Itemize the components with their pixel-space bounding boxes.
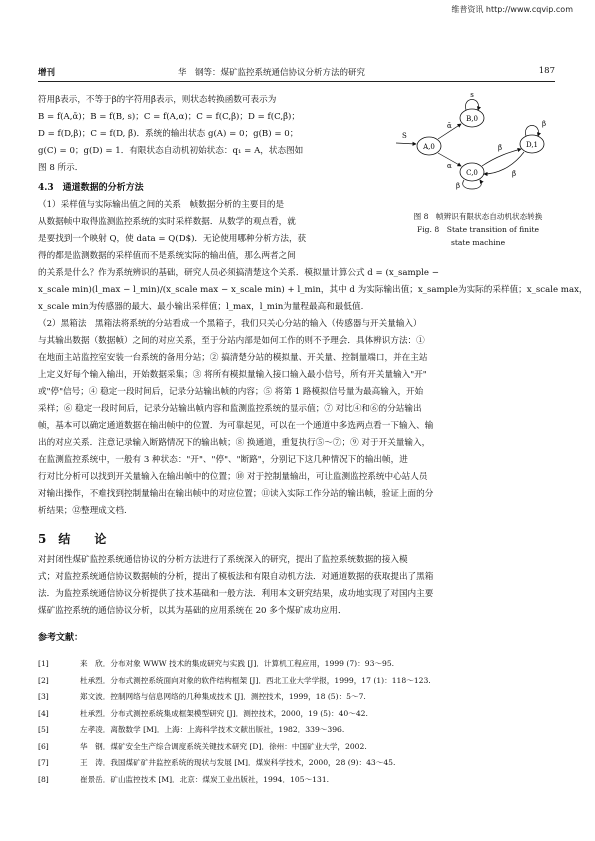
text-line: 是要找到一个映射 Q，使 data = Q(D$)．无论使用哪种分析方法，获	[38, 234, 307, 244]
text-line: g(C) = 0；g(D) = 1．有限状态自动机初始状态：q₁ = A，状态图如	[38, 146, 304, 156]
text-line: 符用β表示，不等于β的字符用β̄表示，则状态转换函数可表示为	[38, 95, 277, 105]
text-line: 帧，基本可以确定通道数据在输出帧中的位置．为可靠起见，可以在一个通道中多选两点看一下输入、输	[38, 421, 434, 431]
state-label-d: D,1	[525, 141, 539, 149]
text-line: 式；对监控系统通信协议数据帧的分析，提出了模板法和有限自动机方法．对通道数据的获取提出了黑箱	[38, 572, 434, 582]
reference-item: [3] 郑文波．控制网络与信息网络的几种集成技术 [J]．测控技术，1999，18 (5)：5～7.	[38, 692, 366, 701]
section-4-3-p1-wide	[38, 265, 588, 316]
label-beta-bar-bottom: β̄	[512, 170, 517, 178]
text-line: 出的对应关系．注意记录输入断路情况下的输出帧；⑧ 换通道，重复执行⑤～⑦；⑨ 对于开关量输入，	[38, 438, 431, 448]
header-rule	[38, 81, 555, 82]
conclusion-paragraph	[38, 552, 555, 620]
text-line: 在监测监控系统中，一般有 3 种状态："开"、"停"、"断路"，分别记下这几种情况下的输出帧，进	[38, 455, 408, 465]
text-line: 采样；⑥ 稳定一段时间后，记录分站输出帧内容和监测监控系统的显示值；⑦ 对比④和⑥的分站输出	[38, 404, 422, 414]
label-beta-right: β	[542, 120, 547, 128]
state-label-a: A,0	[423, 143, 435, 151]
text-line: 的关系是什么？作为系统辨识的基础，研究人员必须搞清楚这个关系．模拟量计算公式 d = (x_sample −	[38, 268, 439, 278]
header-title: 华 钢等：煤矿监控系统通信协议分析方法的研究	[178, 68, 366, 78]
text-line: 法．为监控系统通信协议分析提供了技术基础和一般方法．利用本文研究结果，成功地实现了对国内主要	[38, 589, 434, 599]
caption-en-1: Fig. 8 State transition of finite	[416, 225, 540, 234]
label-alpha: α	[447, 162, 452, 170]
text-line: 或"停"信号；④ 稳定一段时间后，记录分站输出帧的内容；⑤ 将第 1 路模拟信号量为最高输入，开始	[38, 387, 424, 397]
text-line: x_scale min)(l_max − l_min)/(x_scale max − x_scale min) + l_min，其中 d 为实际输出值；x_sample为实际的采样值；x_scale max，	[38, 285, 588, 295]
reference-item: [1] 来 欣．分布对象 WWW 技术的集成研究与实践 [J]．计算机工程应用，1999 (7)：93～95.	[38, 659, 395, 668]
header-left: 增刊	[38, 68, 56, 78]
state-label-c: C,0	[466, 169, 478, 177]
caption-cn: 图 8 帧辨识有限状态自动机状态转换	[413, 212, 543, 221]
text-line: x_scale min为传感器的最大、最小输出采样值；l_max，l_min为量程最高和最低值.	[38, 302, 364, 312]
text-line: 析结果；⑫整理成文档.	[38, 506, 127, 516]
references-title: 参考文献：	[38, 633, 84, 643]
label-beta: β	[456, 182, 461, 190]
intro-paragraph	[38, 92, 394, 177]
text-line: 上定义好每个输入输出，开始数据采集；③ 将所有模拟量输入接口输入最小信号，所有开关量输入"开"	[38, 370, 427, 380]
text-line: （1）采样值与实际输出值之间的关系 帧数据分析的主要目的是	[38, 200, 285, 210]
reference-item: [2] 杜承烈．分布式测控系统面向对象的软件结构框架 [J]．西北工业大学学报，1999，17 (1)：118～123.	[38, 675, 431, 685]
text-line: 对封闭性煤矿监控系统通信协议的分析方法进行了系统深入的研究，提出了监控系统数据的接入模	[38, 555, 408, 565]
text-line: D = f(D,β)；C = f(D, β̄)．系统的输出状态 g(A) = 0；g(B) = 0；	[38, 129, 299, 139]
text-line: 在地面主站监控室安装一台系统的备用分站；② 搞清楚分站的模拟量、开关量、控制量端口，并在主站	[38, 353, 428, 363]
text-line: 图 8 所示．	[38, 163, 84, 173]
section-4-3-p2	[38, 316, 555, 520]
reference-item: [5] 左孝凌．离散数学 [M]．上海：上海科学技术文献出版社，1982．339～396.	[38, 725, 345, 734]
text-line: 煤矿监控系统的通信协议分析，以其为基础的应用系统在 20 多个煤矿成功应用．	[38, 606, 347, 616]
figure-caption	[398, 210, 558, 249]
running-header	[38, 66, 555, 80]
reference-item: [7] 王 涛．我国煤矿矿井监控系统的现状与发展 [M]．煤炭科学技术，2000，28 (9)：43～45.	[38, 758, 396, 767]
text-line: （2）黑箱法 黑箱法将系统的分站看成一个黑箱子，我们只关心分站的输入（传感器与开关量输入）	[38, 319, 422, 329]
label-alpha-bar: ᾱ	[447, 122, 452, 130]
reference-item: [4] 杜承烈．分布式测控系统集成框架模型研究 [J]．测控技术，2000，19 (5)：40～42.	[38, 708, 368, 718]
label-s-start: S	[402, 132, 407, 140]
section-heading-5: 5 结 论	[38, 532, 107, 546]
text-line: 得的都是监测数据的采样值而不是系统实际的输出值，那么两者之间	[38, 251, 296, 261]
text-line: 对输出操作，不难找到控制量输出在输出帧中的对应位置；⑪读入实际工作分站的输出帧，验证上面的分	[38, 489, 434, 499]
references-list	[38, 656, 558, 788]
reference-item: [6] 华 钢．煤矿安全生产综合调度系统关键技术研究 [D]．徐州：中国矿业大学，2002.	[38, 741, 367, 751]
section-4-3-p1-narrow	[38, 197, 394, 265]
state-label-b: B,0	[466, 115, 478, 123]
text-line: 与其输出数据（数据帧）之间的对应关系，至于分站内部是如何工作的则不予理会．具体辨识方法：①	[38, 336, 425, 346]
text-line: 行对比分析可以找到开关量输入在输出帧中的位置；⑩ 对于控制量输出，可让监测监控系统中心站人员	[38, 472, 428, 482]
watermark: 维普资讯 http://www.cqvip.com	[451, 5, 573, 14]
state-machine-diagram	[392, 88, 557, 190]
label-beta-bar-top: β̄	[498, 144, 503, 152]
page-number: 187	[538, 66, 555, 76]
text-line: 从数据帧中取得监测监控系统的实时采样数据．从数学的观点看，就	[38, 217, 296, 227]
text-line: B = f(A,ᾱ)；B = f(B, s)；C = f(A,α)；C = f(C,β)；D = f(C,β̄)；	[38, 112, 301, 122]
reference-item: [8] 崔景岳．矿山监控技术 [M]．北京：煤炭工业出版社，1994．105～131.	[38, 774, 330, 784]
label-s-top: s	[470, 91, 474, 99]
caption-en-2: state machine	[450, 238, 506, 247]
section-heading-4-3: 4.3 通道数据的分析方法	[38, 183, 144, 193]
